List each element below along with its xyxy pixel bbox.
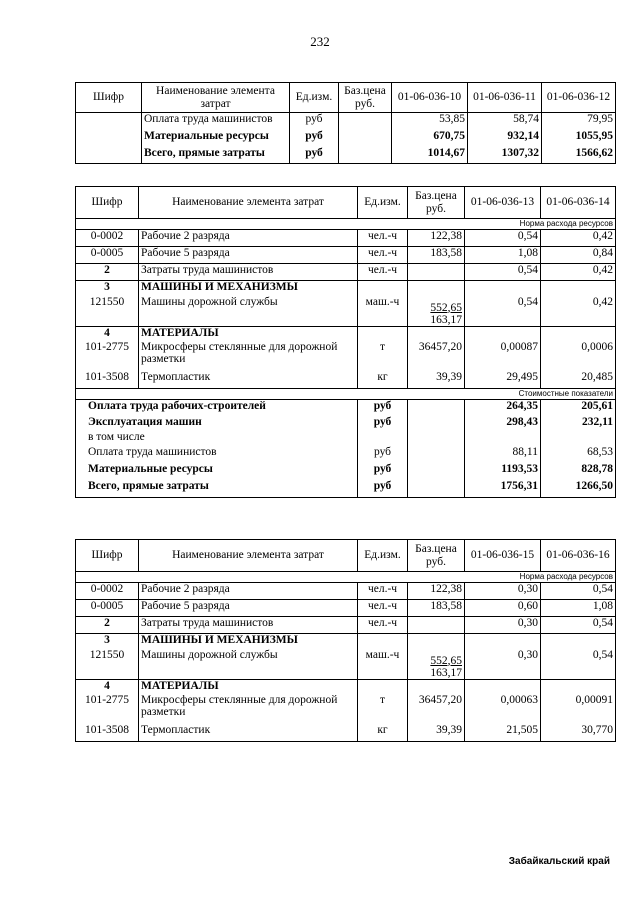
row-code: 121550: [76, 649, 139, 680]
row-value: 828,78: [541, 463, 616, 480]
cost-table-1: [75, 82, 616, 164]
row-value: 0,42: [541, 296, 616, 327]
row-unit: чел.-ч: [358, 230, 408, 247]
row-name: Оплата труда рабочих-строителей: [76, 399, 358, 416]
row-code: 0-0002: [76, 230, 139, 247]
row-price: [408, 617, 465, 634]
table-row: [76, 296, 616, 327]
table-header-row: [76, 540, 616, 572]
table-row: [76, 371, 616, 388]
table-row: [76, 431, 616, 446]
row-price: [408, 649, 465, 680]
header-code: Шифр: [76, 83, 142, 113]
norm-label-row: [76, 219, 616, 230]
row-unit: т: [358, 341, 408, 371]
row-value: 670,75: [392, 130, 468, 147]
row-value: 0,30: [465, 649, 541, 680]
row-price: 36457,20: [408, 694, 465, 724]
row-unit: руб: [358, 399, 408, 416]
table-row: [76, 416, 616, 431]
row-value: 0,00091: [541, 694, 616, 724]
row-value: 1055,95: [542, 130, 616, 147]
norm-label-row: [76, 572, 616, 583]
header-col1: 01-06-036-10: [392, 83, 468, 113]
section-title: МАШИНЫ И МЕХАНИЗМЫ: [139, 634, 358, 649]
section-row: [76, 634, 616, 649]
row-value: 0,84: [541, 247, 616, 264]
row-code: 101-3508: [76, 724, 139, 741]
row-price: 39,39: [408, 371, 465, 388]
row-value: 1307,32: [468, 147, 542, 164]
row-value: 68,53: [541, 446, 616, 463]
header-col2: 01-06-036-11: [468, 83, 542, 113]
row-value: 79,95: [542, 113, 616, 130]
cost-label-row: [76, 388, 616, 399]
row-name: Материальные ресурсы: [76, 463, 358, 480]
row-name: Рабочие 2 разряда: [139, 583, 358, 600]
header-col3: 01-06-036-12: [542, 83, 616, 113]
row-value: 264,35: [465, 399, 541, 416]
row-price: 36457,20: [408, 341, 465, 371]
table-row: [76, 694, 616, 724]
row-unit: руб: [290, 113, 339, 130]
row-name: Микросферы стеклянные для дорожной разметки: [139, 341, 358, 371]
row-value: 0,54: [465, 264, 541, 281]
row-value: 58,74: [468, 113, 542, 130]
row-unit: чел.-ч: [358, 583, 408, 600]
row-value: 0,30: [465, 617, 541, 634]
row-unit: чел.-ч: [358, 247, 408, 264]
row-name: Микросферы стеклянные для дорожной разметки: [139, 694, 358, 724]
header-price: Баз.цена руб.: [408, 540, 465, 572]
row-code: 101-2775: [76, 694, 139, 724]
row-value: 0,54: [541, 649, 616, 680]
table-row: [76, 113, 616, 130]
section-title: МАТЕРИАЛЫ: [139, 679, 358, 694]
row-value: 0,54: [541, 617, 616, 634]
header-col1: 01-06-036-13: [465, 187, 541, 219]
row-price: 39,39: [408, 724, 465, 741]
table-row: [76, 264, 616, 281]
footer-region: Забайкальский край: [508, 856, 610, 867]
row-value: 0,60: [465, 600, 541, 617]
row-value: 88,11: [465, 446, 541, 463]
row-unit: чел.-ч: [358, 617, 408, 634]
row-value: 20,485: [541, 371, 616, 388]
table-row: [76, 600, 616, 617]
row-value: 0,54: [465, 296, 541, 327]
header-name: Наименование элемента затрат: [139, 187, 358, 219]
row-unit: руб: [290, 130, 339, 147]
row-value: 0,54: [541, 583, 616, 600]
row-value: 205,61: [541, 399, 616, 416]
header-name: Наименование элемента затрат: [142, 83, 290, 113]
row-price: 122,38: [408, 583, 465, 600]
row-price-secondary: 163,17: [430, 313, 462, 326]
row-value: 29,495: [465, 371, 541, 388]
table-row: [76, 463, 616, 480]
cost-label: Стоимостные показатели: [76, 388, 616, 399]
row-value: 0,42: [541, 264, 616, 281]
row-price-main: 552,65: [430, 301, 462, 314]
header-col2: 01-06-036-14: [541, 187, 616, 219]
row-code: 0-0005: [76, 600, 139, 617]
row-name: Термопластик: [139, 371, 358, 388]
row-unit: маш.-ч: [358, 649, 408, 680]
table-row: [76, 247, 616, 264]
row-unit: руб: [358, 480, 408, 497]
row-value: 1566,62: [542, 147, 616, 164]
table-row: [76, 341, 616, 371]
row-name: Всего, прямые затраты: [142, 147, 290, 164]
row-name: в том числе: [76, 431, 358, 446]
row-value: 21,505: [465, 724, 541, 741]
section-row: [76, 326, 616, 341]
header-price: Баз.цена руб.: [339, 83, 392, 113]
table-row: [76, 649, 616, 680]
section-row: [76, 281, 616, 296]
row-name: Рабочие 2 разряда: [139, 230, 358, 247]
row-unit: кг: [358, 724, 408, 741]
table-row: [76, 617, 616, 634]
header-col2: 01-06-036-16: [541, 540, 616, 572]
row-name: Всего, прямые затраты: [76, 480, 358, 497]
row-name: Машины дорожной службы: [139, 296, 358, 327]
row-value: 53,85: [392, 113, 468, 130]
row-name: Термопластик: [139, 724, 358, 741]
cost-table-3: [75, 539, 616, 742]
table-header-row: [76, 83, 616, 113]
row-price: [408, 264, 465, 281]
cost-table-2: [75, 186, 616, 498]
row-value: 0,0006: [541, 341, 616, 371]
row-name: Материальные ресурсы: [142, 130, 290, 147]
row-value: 0,00087: [465, 341, 541, 371]
row-unit: руб: [358, 416, 408, 431]
row-code: 3: [76, 634, 139, 649]
row-value: 232,11: [541, 416, 616, 431]
row-value: 0,30: [465, 583, 541, 600]
row-value: 0,54: [465, 230, 541, 247]
row-code: 2: [76, 264, 139, 281]
row-unit: руб: [358, 463, 408, 480]
row-value: 30,770: [541, 724, 616, 741]
row-price: [408, 296, 465, 327]
row-code: 4: [76, 326, 139, 341]
row-value: 0,42: [541, 230, 616, 247]
row-price-secondary: 163,17: [430, 666, 462, 679]
header-name: Наименование элемента затрат: [139, 540, 358, 572]
row-value: 0,00063: [465, 694, 541, 724]
header-code: Шифр: [76, 187, 139, 219]
page-number: 232: [310, 34, 330, 49]
row-price: 183,58: [408, 600, 465, 617]
section-title: МАШИНЫ И МЕХАНИЗМЫ: [139, 281, 358, 296]
row-value: 298,43: [465, 416, 541, 431]
row-unit: руб: [290, 147, 339, 164]
norm-label: Норма расхода ресурсов: [76, 219, 616, 230]
header-unit: Ед.изм.: [290, 83, 339, 113]
row-code: 101-3508: [76, 371, 139, 388]
row-value: 1,08: [465, 247, 541, 264]
table-header-row: [76, 187, 616, 219]
row-name: Рабочие 5 разряда: [139, 247, 358, 264]
row-name: Рабочие 5 разряда: [139, 600, 358, 617]
section-row: [76, 679, 616, 694]
table-row: [76, 399, 616, 416]
header-unit: Ед.изм.: [358, 187, 408, 219]
header-price: Баз.цена руб.: [408, 187, 465, 219]
row-price: 183,58: [408, 247, 465, 264]
table-row: [76, 230, 616, 247]
row-value: 1193,53: [465, 463, 541, 480]
header-col1: 01-06-036-15: [465, 540, 541, 572]
table-row: [76, 583, 616, 600]
row-code: 2: [76, 617, 139, 634]
row-name: Затраты труда машинистов: [139, 617, 358, 634]
row-unit: т: [358, 694, 408, 724]
table-row: [76, 147, 616, 164]
table-row: [76, 480, 616, 497]
row-value: 1,08: [541, 600, 616, 617]
row-code: 0-0005: [76, 247, 139, 264]
row-unit: чел.-ч: [358, 264, 408, 281]
row-unit: чел.-ч: [358, 600, 408, 617]
row-unit: руб: [358, 446, 408, 463]
norm-label: Норма расхода ресурсов: [76, 572, 616, 583]
row-code: 121550: [76, 296, 139, 327]
header-code: Шифр: [76, 540, 139, 572]
row-unit: кг: [358, 371, 408, 388]
row-name: Оплата труда машинистов: [76, 446, 358, 463]
row-name: Оплата труда машинистов: [142, 113, 290, 130]
row-name: Затраты труда машинистов: [139, 264, 358, 281]
table-row: [76, 446, 616, 463]
row-value: 1014,67: [392, 147, 468, 164]
row-price: 122,38: [408, 230, 465, 247]
row-unit: маш.-ч: [358, 296, 408, 327]
table-row: [76, 724, 616, 741]
row-name: Эксплуатация машин: [76, 416, 358, 431]
row-value: 1266,50: [541, 480, 616, 497]
row-price-main: 552,65: [430, 654, 462, 667]
row-value: 1756,31: [465, 480, 541, 497]
row-value: 932,14: [468, 130, 542, 147]
row-name: Машины дорожной службы: [139, 649, 358, 680]
section-title: МАТЕРИАЛЫ: [139, 326, 358, 341]
row-code: 4: [76, 679, 139, 694]
row-code: 3: [76, 281, 139, 296]
row-code: 0-0002: [76, 583, 139, 600]
row-code: 101-2775: [76, 341, 139, 371]
header-unit: Ед.изм.: [358, 540, 408, 572]
table-row: [76, 130, 616, 147]
